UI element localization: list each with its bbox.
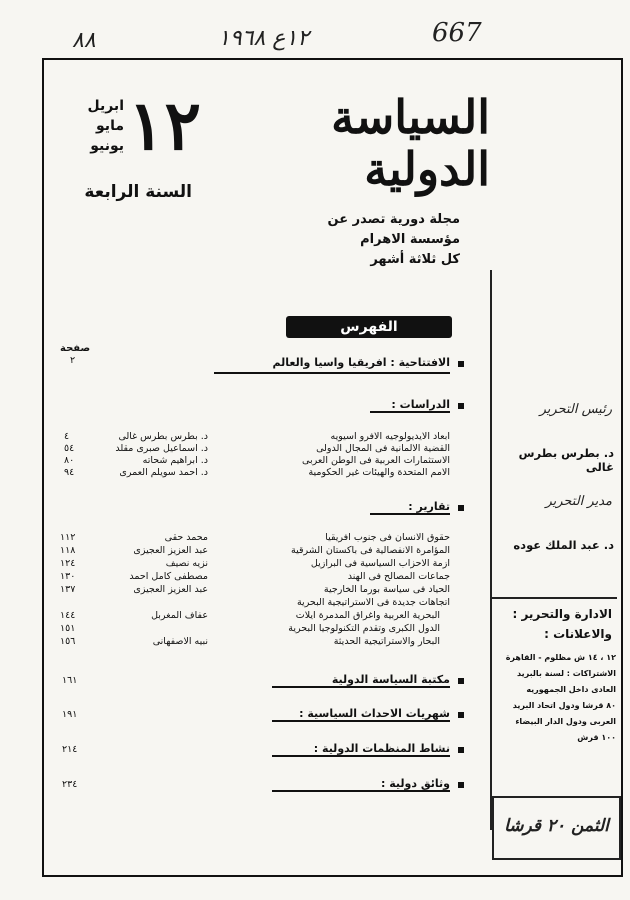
article-page: ١١٢ — [60, 532, 76, 543]
article-page: ١١٨ — [60, 545, 76, 556]
admin-heading-line: الادارة والتحرير : — [512, 607, 612, 621]
price-label: الثمن ٢٠ قرشا — [504, 816, 609, 836]
article-title: القضية الالمانية فى المجال الدولى — [316, 443, 450, 454]
page-column-label: صفحة — [60, 343, 91, 354]
bullet-square — [458, 678, 464, 684]
article-author: عبد العزيز العجيزى — [133, 545, 208, 556]
section-political-events: شهريات الاحداث السياسية : — [272, 707, 450, 722]
article-title: الامم المتحدة والهيئات غير الحكومية — [308, 467, 450, 478]
section-library: مكتبة السياسة الدولية — [272, 673, 450, 688]
article-author: د. احمد سويلم العمرى — [119, 467, 208, 478]
editor-in-chief-label: رئيس التحرير — [539, 402, 612, 417]
issue-number: ١٢ — [128, 86, 202, 166]
article-page: ١٥٦ — [60, 636, 76, 647]
masthead-title-line1: السياسة — [331, 90, 490, 144]
article-author: محمد حقى — [164, 532, 208, 543]
toc-heading: الفهرس — [286, 316, 452, 338]
section-page: ٢١٤ — [62, 744, 78, 755]
subtitle-line: مؤسسة الاهرام — [360, 232, 460, 247]
article-author: د. ابراهيم شحاته — [142, 455, 208, 466]
info-line: العربى ودول الدار البيضاء — [515, 717, 616, 726]
article-title: ازمة الاحزاب السياسية فى البرازيل — [310, 558, 450, 569]
info-line: ١٢ ، ١٤ ش مظلوم - القاهرة — [505, 653, 616, 662]
masthead-title-line2: الدولية — [364, 142, 490, 196]
article-title: البحار والاستراتيجية الحديثة — [333, 636, 440, 647]
article-page: ١٣٠ — [60, 571, 76, 582]
month-june: يونيو — [90, 138, 124, 154]
info-line: ١٠٠ قرش — [577, 733, 616, 742]
article-title: الاستثمارات العربية فى الوطن العربى — [302, 455, 450, 466]
article-title: المؤامرة الانفصالية فى باكستان الشرقية — [291, 545, 450, 556]
info-line: العادى داخل الجمهوريه — [526, 685, 616, 694]
article-author: د. بطرس بطرس غالى — [118, 431, 208, 442]
article-page: ٥٤ — [64, 443, 75, 454]
article-title: حقوق الانسان فى جنوب افريقيا — [325, 532, 450, 543]
bullet-square — [458, 747, 464, 753]
article-page: ١٥١ — [60, 623, 76, 634]
year-label: السنة الرابعة — [84, 182, 192, 202]
month-may: مايو — [96, 118, 124, 134]
section-international-orgs: نشاط المنظمات الدولية : — [272, 742, 450, 757]
article-author: عفاف المغربل — [151, 610, 208, 621]
managing-editor-label: مدير التحرير — [545, 494, 612, 509]
article-page: ٨٠ — [64, 455, 75, 466]
admin-info — [494, 650, 616, 746]
article-author: مصطفى كامل احمد — [129, 571, 208, 582]
article-title: جماعات المصالح فى الهند — [347, 571, 450, 582]
masthead-subtitle — [300, 210, 460, 270]
column-divider — [490, 270, 492, 830]
sidebar-divider — [490, 597, 617, 599]
editorial-title: الافتتاحية : افريقيا واسيا والعالم — [214, 356, 450, 374]
article-page: ١٣٧ — [60, 584, 76, 595]
article-page: ٤ — [64, 431, 70, 442]
section-page: ١٩١ — [62, 709, 78, 720]
article-page: ١٢٤ — [60, 558, 76, 569]
article-author: عبد العزيز العجيزى — [133, 584, 208, 595]
article-title: البحرية العربية واغراق المدمرة ايلات — [295, 610, 440, 621]
editorial-page: ٢ — [70, 355, 76, 366]
handwritten-note-left: ٨٨ — [72, 28, 96, 53]
section-page: ١٦١ — [62, 675, 78, 686]
article-author: د. اسماعيل صبرى مقلد — [115, 443, 208, 454]
handwritten-note-date: ١٢ع ١٩٦٨ — [218, 26, 310, 51]
info-line: الاشتراكات : لسنة بالبريد — [517, 669, 616, 678]
article-title: الحياد فى سياسة بورما الخارجية — [323, 584, 450, 595]
list-item — [60, 637, 452, 650]
article-title: اتجاهات جديدة فى الاستراتيجية البحرية — [296, 597, 450, 608]
month-april: ابريل — [87, 98, 124, 114]
editor-in-chief-name: د. بطرس بطرس غالى — [518, 446, 614, 474]
article-page: ٩٤ — [64, 467, 75, 478]
info-line: ٨٠ قرشا ودول اتحاد البريد — [512, 701, 616, 710]
bullet-square — [458, 403, 464, 409]
studies-heading: الدراسات : — [370, 398, 450, 413]
ads-heading-line: والاعلانات : — [544, 627, 612, 641]
article-title: الدول الكبرى وتقدم التكنولوجيا البحرية — [288, 623, 440, 634]
subtitle-line: كل ثلاثة أشهر — [370, 252, 460, 267]
handwritten-note-number: 667 — [432, 18, 482, 48]
article-page: ١٤٤ — [60, 610, 76, 621]
article-title: ابعاد الايديولوجيه الافرو اسيويه — [330, 431, 450, 442]
reports-list — [60, 533, 452, 650]
subtitle-line: مجلة دورية تصدر عن — [327, 212, 460, 227]
bullet-square — [458, 712, 464, 718]
studies-list — [60, 432, 452, 480]
bullet-square — [458, 782, 464, 788]
list-item — [60, 468, 452, 480]
section-documents: وثائق دولية : — [272, 777, 450, 792]
bullet-square — [458, 361, 464, 367]
reports-heading: تقارير : — [370, 500, 450, 515]
bullet-square — [458, 505, 464, 511]
issue-months — [62, 96, 124, 156]
price-box — [492, 796, 621, 860]
article-author: نبيه الاصفهانى — [152, 636, 208, 647]
managing-editor-name: د. عبد الملك عوده — [513, 538, 614, 552]
admin-heading — [500, 604, 612, 644]
article-author: نزيه نصيف — [165, 558, 208, 569]
section-page: ٢٣٤ — [62, 779, 78, 790]
